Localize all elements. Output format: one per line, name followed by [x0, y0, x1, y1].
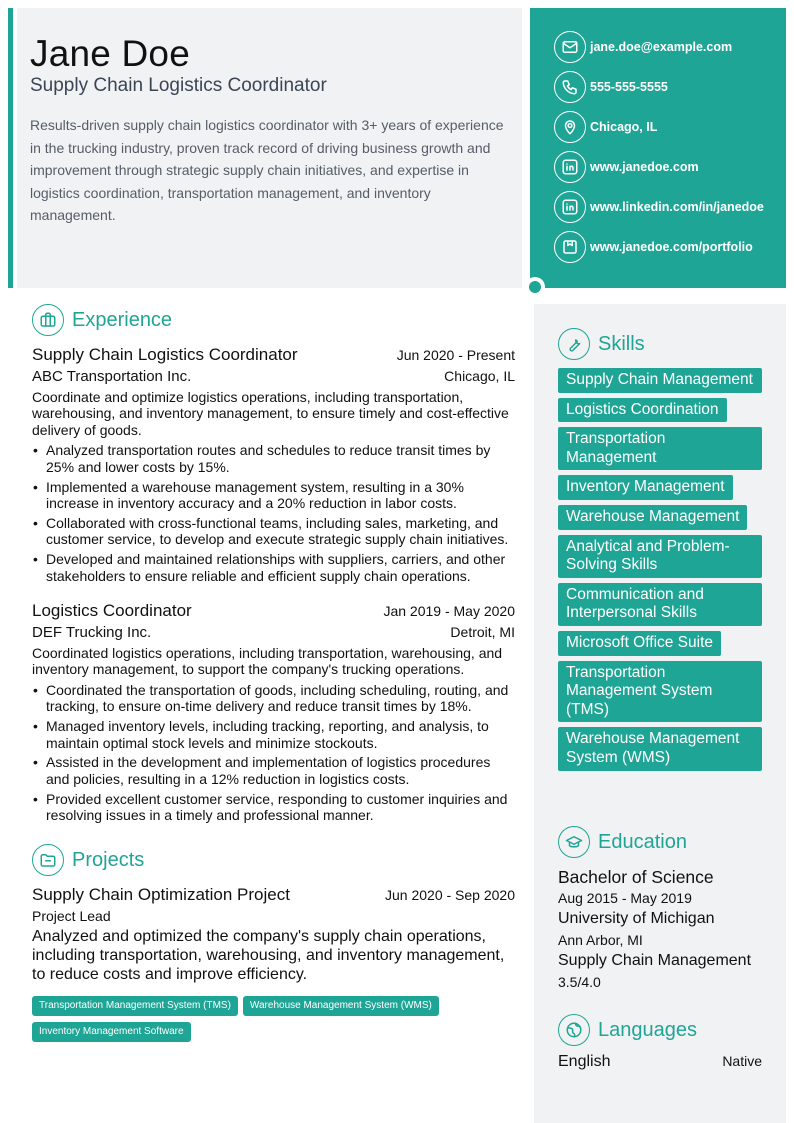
- email-icon: [554, 31, 586, 63]
- job-bullet: • Analyzed transportation routes and schedules to reduce transit times by 25% and lower costs by 15%.: [32, 442, 515, 475]
- briefcase-icon: [32, 304, 64, 336]
- job-date: Jun 2020 - Present: [396, 347, 515, 363]
- skill-tag: Analytical and Problem-Solving Skills: [558, 535, 762, 578]
- skill-tag: Transportation Management System (TMS): [558, 661, 762, 723]
- contact-email[interactable]: [554, 31, 764, 63]
- project-description: Analyzed and optimized the company's supply chain operations, including transportation, warehousing, and inventory management, to reduce costs and improve efficiency.: [32, 928, 505, 983]
- job-entry: [32, 345, 515, 587]
- project-title: Supply Chain Optimization Project: [32, 885, 290, 904]
- job-company: DEF Trucking Inc.: [32, 624, 152, 641]
- job-location: Detroit, MI: [450, 624, 515, 640]
- job-bullet: • Implemented a warehouse management system, resulting in a 30% increase in inventory accuracy and a 20% reduction in labor costs.: [32, 479, 515, 512]
- job-bullets: [32, 682, 515, 824]
- phone-icon: [554, 71, 586, 103]
- contact-location-text: Chicago, IL: [590, 120, 658, 134]
- skills-title: Skills: [598, 332, 645, 355]
- skill-tag: Communication and Interpersonal Skills: [558, 583, 762, 626]
- language-name: English: [558, 1053, 611, 1070]
- projects-heading: [32, 844, 144, 876]
- skills-heading: [558, 328, 645, 360]
- education-school: University of Michigan: [558, 910, 715, 927]
- job-bullet: • Developed and maintained relationships with suppliers, carriers, and other stakeholders to ensure reliable and efficient supply chain operations.: [32, 551, 515, 584]
- decorative-dot: [529, 281, 541, 293]
- job-date: Jan 2019 - May 2020: [383, 603, 515, 619]
- skill-tag: Transportation Management: [558, 427, 762, 470]
- education-field: Supply Chain Management: [558, 952, 752, 969]
- project-tag: Warehouse Management System (WMS): [243, 996, 439, 1016]
- graduation-cap-icon: [558, 826, 590, 858]
- contact-website[interactable]: [554, 151, 764, 183]
- skill-tag: Microsoft Office Suite: [558, 631, 721, 656]
- project-date: Jun 2020 - Sep 2020: [385, 887, 515, 903]
- language-row: [558, 1053, 762, 1071]
- skills-list: [558, 368, 763, 776]
- location-icon: [554, 111, 586, 143]
- contact-linkedin-text: www.linkedin.com/in/janedoe: [590, 200, 764, 214]
- accent-bar: [8, 8, 13, 288]
- job-title: Supply Chain Logistics Coordinator: [32, 345, 298, 364]
- header-panel: [17, 8, 522, 288]
- project-tag: Inventory Management Software: [32, 1022, 191, 1042]
- job-bullet: • Provided excellent customer service, responding to customer inquiries and resolving issues in a timely and professional manner.: [32, 791, 515, 824]
- education-entry: [558, 866, 763, 992]
- education-dates: Aug 2015 - May 2019: [558, 890, 692, 906]
- candidate-title: Supply Chain Logistics Coordinator: [30, 75, 327, 96]
- project-entry: [32, 885, 515, 1042]
- linkedin-icon: [554, 151, 586, 183]
- languages-heading: [558, 1014, 697, 1046]
- projects-title: Projects: [72, 848, 145, 871]
- globe-icon: [558, 1014, 590, 1046]
- folder-icon: [32, 844, 64, 876]
- project-tags: [32, 996, 515, 1042]
- summary-text: Results-driven supply chain logistics coordinator with 3+ years of experience in the trucking industry, proven track record of driving business growth and improvement through strategic supply chain initiatives, and expertise in logistics coordination, transportation management, and inventory management.: [30, 117, 504, 224]
- experience-title: Experience: [72, 308, 173, 331]
- job-bullet: • Collaborated with cross-functional teams, including sales, marketing, and customer service, to develop and execute strategic supply chain initiatives.: [32, 515, 515, 548]
- contact-phone-text: 555-555-5555: [590, 80, 668, 94]
- job-entry: [32, 601, 515, 827]
- job-bullet: • Coordinated the transportation of goods, including scheduling, routing, and tracking, to ensure on-time delivery and reduce transit times by 18%.: [32, 682, 515, 715]
- job-description: Coordinate and optimize logistics operations, including transportation, warehousing, and inventory management, to ensure timely and cost-effective delivery of goods.: [32, 389, 509, 438]
- contact-portfolio-text: www.janedoe.com/portfolio: [590, 240, 753, 254]
- contact-linkedin[interactable]: [554, 191, 764, 223]
- contact-panel: [530, 8, 786, 288]
- project-tag: Transportation Management System (TMS): [32, 996, 238, 1016]
- contact-location: [554, 111, 764, 143]
- job-company: ABC Transportation Inc.: [32, 368, 192, 385]
- job-bullet: • Assisted in the development and implementation of logistics procedures and policies, resulting in a 12% reduction in logistics costs.: [32, 754, 515, 787]
- project-role: Project Lead: [32, 908, 111, 924]
- skill-tag: Supply Chain Management: [558, 368, 762, 393]
- education-gpa: 3.5/4.0: [558, 974, 601, 990]
- candidate-name: Jane Doe: [30, 33, 190, 74]
- skill-tag: Logistics Coordination: [558, 398, 727, 423]
- contact-website-text: www.janedoe.com: [590, 160, 699, 174]
- experience-heading: [32, 304, 172, 336]
- skill-tag: Warehouse Management: [558, 505, 747, 530]
- job-title: Logistics Coordinator: [32, 601, 192, 620]
- contact-portfolio[interactable]: [554, 231, 764, 263]
- portfolio-icon: [554, 231, 586, 263]
- job-location: Chicago, IL: [444, 368, 515, 384]
- skill-tag: Inventory Management: [558, 475, 733, 500]
- education-degree: Bachelor of Science: [558, 867, 714, 887]
- job-description: Coordinated logistics operations, including transportation, warehousing, and inventory management, to support the company's trucking operations.: [32, 645, 503, 678]
- wrench-icon: [558, 328, 590, 360]
- job-bullets: [32, 442, 515, 584]
- contact-email-text: jane.doe@example.com: [590, 40, 733, 54]
- education-location: Ann Arbor, MI: [558, 932, 643, 948]
- skill-tag: Warehouse Management System (WMS): [558, 727, 762, 770]
- education-heading: [558, 826, 687, 858]
- contact-phone[interactable]: [554, 71, 764, 103]
- language-level: Native: [722, 1053, 762, 1069]
- job-bullet: • Managed inventory levels, including tracking, reporting, and analysis, to maintain optimal stock levels and minimize stockouts.: [32, 718, 515, 751]
- education-title: Education: [598, 830, 687, 853]
- linkedin-icon: [554, 191, 586, 223]
- languages-title: Languages: [598, 1018, 697, 1041]
- contact-list: [554, 31, 764, 271]
